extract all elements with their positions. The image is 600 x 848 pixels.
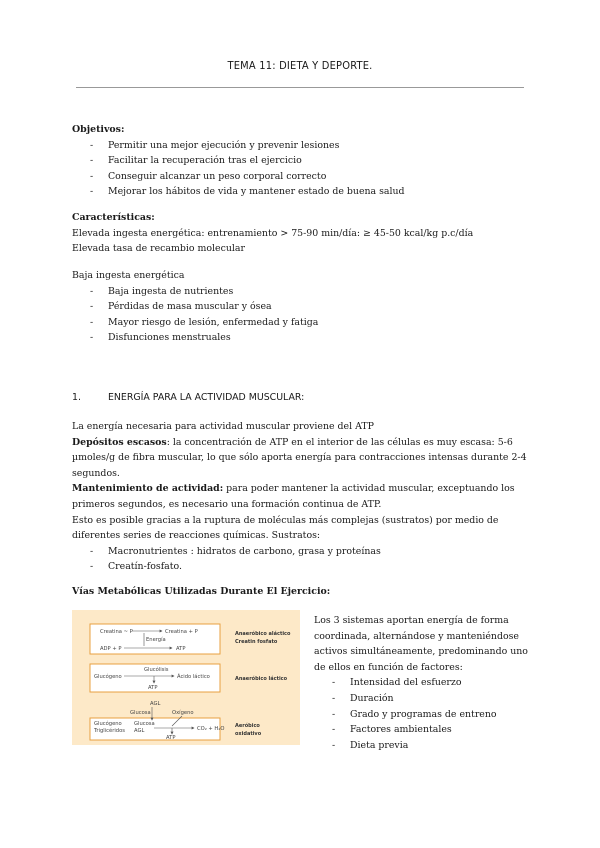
diagram-label: Energía <box>146 637 166 643</box>
diagram-label: Aeróbico <box>235 723 260 729</box>
diagram-label: AGL <box>134 728 145 734</box>
objetivos-heading: Objetivos: <box>72 124 125 135</box>
diagram-label: oxidativo <box>235 731 262 737</box>
diagram-label: CO₂ + H₂O <box>197 726 225 732</box>
diagram-label: ATP <box>166 735 176 741</box>
diagram-label: Glucólisis <box>144 667 169 673</box>
diagram-label: Triglicéridos <box>94 728 125 734</box>
baja-heading: Baja ingesta energética <box>72 270 185 281</box>
sistemas-text: Los 3 sistemas aportan energía de forma coordinada, alternándose y manteniéndose activos simultáneamente, predominando uno de ellos en función de factores: <box>314 615 528 673</box>
diagram-label: AGL <box>150 701 161 707</box>
objetivos-section <box>72 122 405 200</box>
factores-list <box>314 675 529 753</box>
objetivos-list <box>72 138 405 200</box>
diagram-label: Creatina + P <box>165 629 198 635</box>
page-title: TEMA 11: DIETA Y DEPORTE. <box>227 59 373 72</box>
energia-intro: La energía necesaria para actividad muscular proviene del ATP <box>72 421 374 432</box>
depositos-text: : la concentración de ATP en el interior de las células es muy escasa: 5-6 µmoles/g de fibra muscular, lo que sólo aporta energía para contracciones intensas durante 2-4 segundos. <box>72 436 527 479</box>
sustratos-list <box>72 544 532 575</box>
energia-section <box>72 419 532 575</box>
list-item: - Mejorar los hábitos de vida y mantener estado de buena salud <box>72 184 405 200</box>
depositos-label: Depósitos escasos <box>72 436 167 448</box>
section-heading <box>72 392 304 403</box>
diagram-label: Glucógeno <box>94 674 122 680</box>
list-item: - Baja ingesta de nutrientes <box>72 284 318 300</box>
diagram-label: ATP <box>148 685 158 691</box>
list-item: - Pérdidas de masa muscular y ósea <box>72 299 318 315</box>
list-item: - Conseguir alcanzar un peso corporal correcto <box>72 169 405 185</box>
list-item: - Permitir una mejor ejecución y prevenir lesiones <box>72 138 405 154</box>
diagram-label: Glucógeno <box>94 721 122 727</box>
metabolic-pathways-diagram <box>72 610 300 745</box>
mantenimiento-paragraph <box>72 481 532 512</box>
list-item: - Dieta previa <box>314 738 529 754</box>
diagram-label: Creatin fosfato <box>235 639 278 645</box>
list-item: - Duración <box>314 691 529 707</box>
metabolic-pathways-svg <box>72 610 300 745</box>
sistemas-section <box>314 613 529 753</box>
baja-ingesta-section <box>72 268 318 346</box>
diagram-label: Glucosa <box>130 710 151 716</box>
list-item: - Disfunciones menstruales <box>72 330 318 346</box>
diagram-label: Anaeróbico láctico <box>235 676 288 682</box>
list-item: - Intensidad del esfuerzo <box>314 675 529 691</box>
title-divider <box>76 87 524 88</box>
caracteristicas-line: Elevada tasa de recambio molecular <box>72 243 245 255</box>
list-item: - Grado y programas de entreno <box>314 707 529 723</box>
diagram-label: Creatina ~ P <box>100 629 133 635</box>
diagram-label: ATP <box>176 646 186 652</box>
mantenimiento-text: para poder mantener la actividad muscular, exceptuando los primeros segundos, es necesario una formación continua de ATP. <box>72 483 515 510</box>
mantenimiento-label: Mantenimiento de actividad: <box>72 483 224 495</box>
list-item: - Factores ambientales <box>314 722 529 738</box>
depositos-paragraph <box>72 435 532 482</box>
diagram-label: Oxígeno <box>172 710 194 716</box>
baja-list <box>72 284 318 346</box>
diagram-label: Anaeróbico aláctico <box>235 631 291 637</box>
section-title: ENERGÍA PARA LA ACTIVIDAD MUSCULAR: <box>108 392 305 403</box>
caracteristicas-section <box>72 210 473 257</box>
ruptura-paragraph: Esto es posible gracias a la ruptura de moléculas más complejas (sustratos) por medio de diferentes series de reacciones químicas. Sustratos: <box>72 514 499 542</box>
list-item: - Macronutrientes : hidratos de carbono, grasa y proteínas <box>72 544 532 560</box>
list-item: - Creatín-fosfato. <box>72 559 532 575</box>
diagram-label: Glucosa <box>134 721 155 727</box>
list-item: - Mayor riesgo de lesión, enfermedad y fatiga <box>72 315 318 331</box>
caracteristicas-line: Elevada ingesta energética: entrenamiento > 75-90 min/día: ≥ 45-50 kcal/kg p.c/día <box>72 227 474 239</box>
diagram-label: Ácido láctico <box>177 674 210 680</box>
caracteristicas-heading: Características: <box>72 212 155 223</box>
diagram-label: ADP + P <box>100 646 122 652</box>
section-number: 1. <box>72 392 81 403</box>
list-item: - Facilitar la recuperación tras el ejercicio <box>72 153 405 169</box>
vias-heading: Vías Metabólicas Utilizadas Durante El Ejercicio: <box>72 586 331 597</box>
